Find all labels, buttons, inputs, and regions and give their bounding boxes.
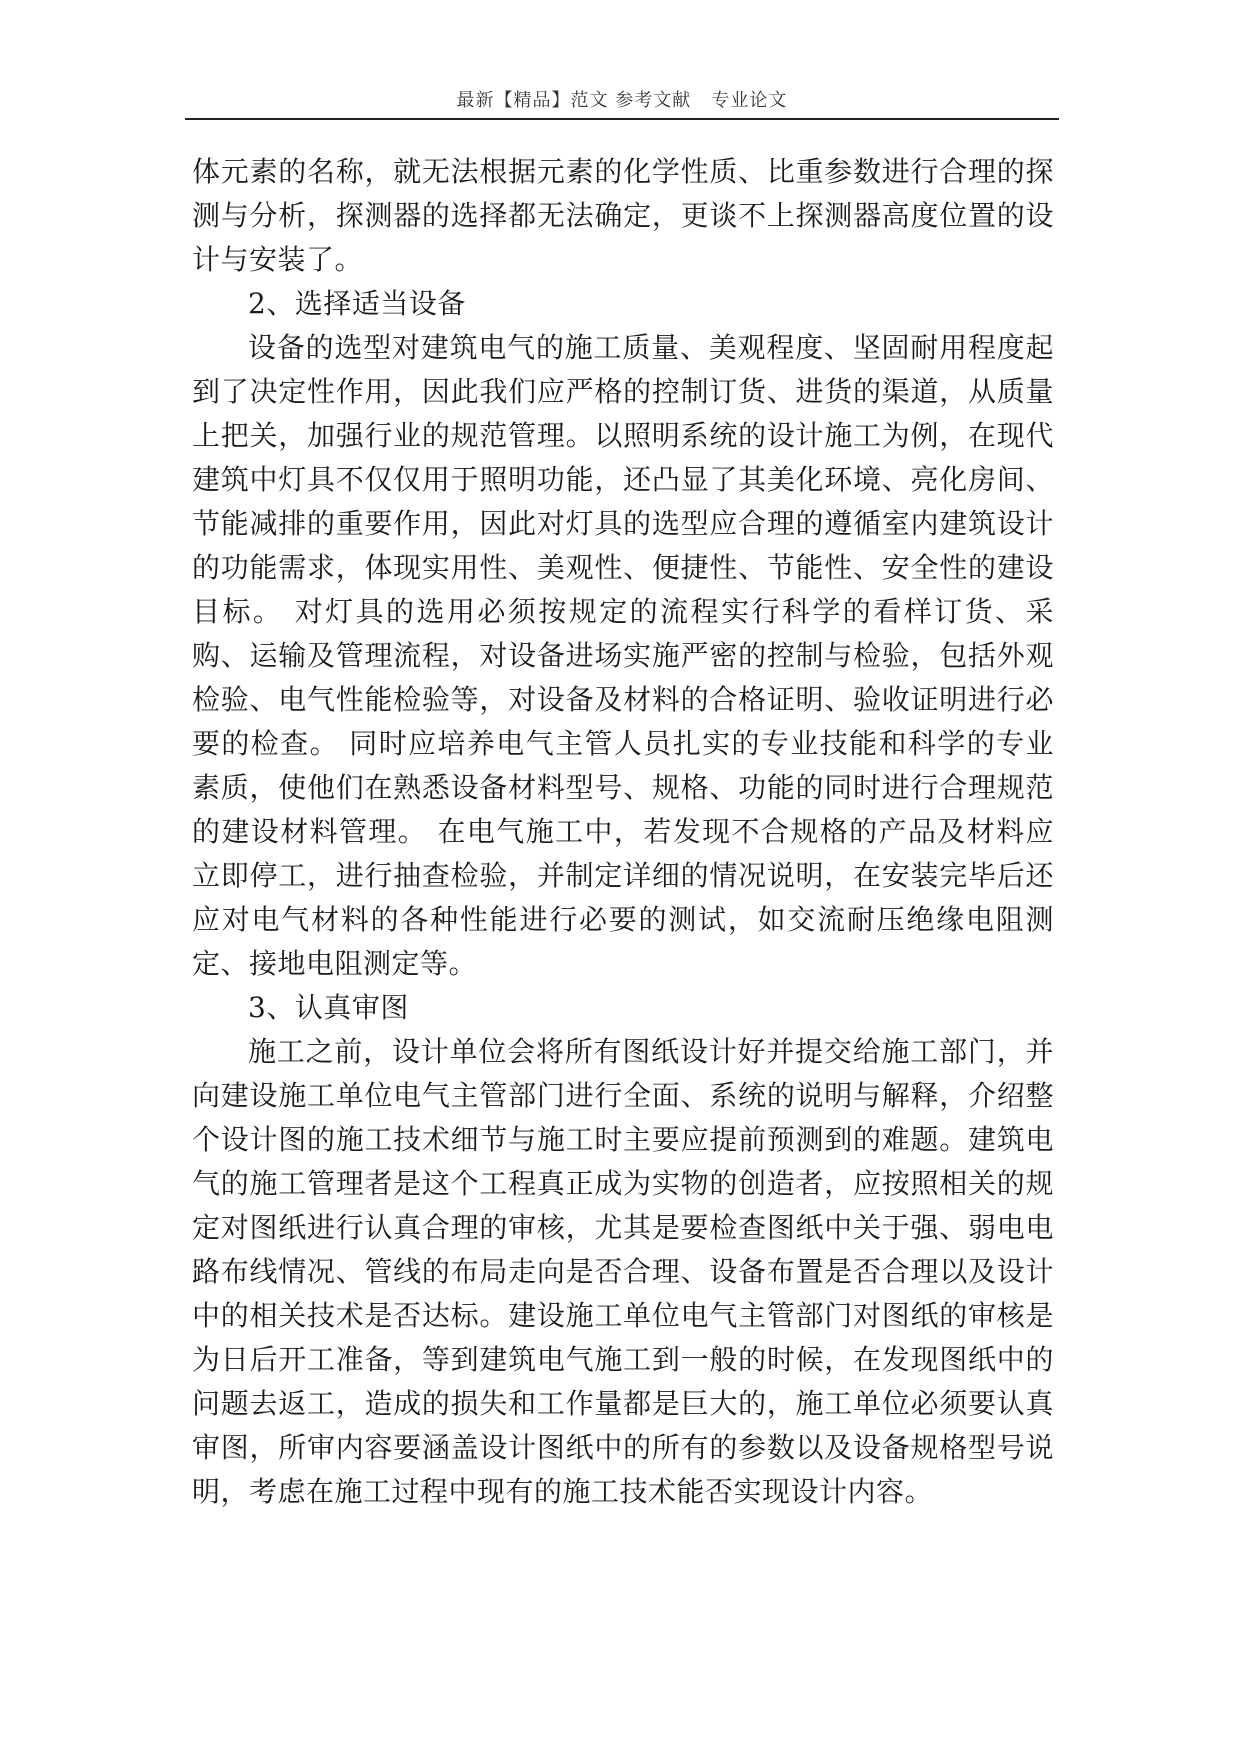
- document-body: [192, 150, 1054, 1514]
- section-heading-equipment: 2、选择适当设备: [248, 287, 466, 320]
- paragraph-drawing-review: 施工之前，设计单位会将所有图纸设计好并提交给施工部门，并向建设施工单位电气主管部门进行全面、系统的说明与解释，介绍整个设计图的施工技术细节与施工时主要应提前预测到的难题。建筑电气的施工管理者是这个工程真正成为实物的创造者，应按照相关的规定对图纸进行认真合理的审核，尤其是要检查图纸中关于强、弱电电路布线情况、管线的布局走向是否合理、设备布置是否合理以及设计中的相关技术是否达标。建设施工单位电气主管部门对图纸的审核是为日后开工准备，等到建筑电气施工到一般的时候，在发现图纸中的问题去返工，造成的损失和工作量都是巨大的，施工单位必须要认真审图，所审内容要涵盖设计图纸中的所有的参数以及设备规格型号说明，考虑在施工过程中现有的施工技术能否实现设计内容。: [192, 1035, 1054, 1508]
- section-heading-drawing-review: 3、认真审图: [248, 991, 409, 1024]
- page-header: 最新【精品】范文 参考文献 专业论文: [185, 84, 1059, 120]
- paragraph-equipment: 设备的选型对建筑电气的施工质量、美观程度、坚固耐用程度起到了决定性作用，因此我们应严格的控制订货、进货的渠道，从质量上把关，加强行业的规范管理。以照明系统的设计施工为例，在现代建筑中灯具不仅仅用于照明功能，还凸显了其美化环境、亮化房间、节能减排的重要作用，因此对灯具的选型应合理的遵循室内建筑设计的功能需求，体现实用性、美观性、便捷性、节能性、安全性的建设目标。 对灯具的选用必须按规定的流程实行科学的看样订货、采购、运输及管理流程，对设备进场实施严密的控制与检验，包括外观检验、电气性能检验等，对设备及材料的合格证明、验收证明进行必要的检查。 同时应培养电气主管人员扎实的专业技能和科学的专业素质，使他们在熟悉设备材料型号、规格、功能的同时进行合理规范的建设材料管理。 在电气施工中，若发现不合规格的产品及材料应立即停工，进行抽查检验，并制定详细的情况说明，在安装完毕后还应对电气材料的各种性能进行必要的测试，如交流耐压绝缘电阻测定、接地电阻测定等。: [192, 331, 1054, 980]
- paragraph-continuation: 体元素的名称，就无法根据元素的化学性质、比重参数进行合理的探测与分析，探测器的选择都无法确定，更谈不上探测器高度位置的设计与安装了。: [192, 155, 1054, 276]
